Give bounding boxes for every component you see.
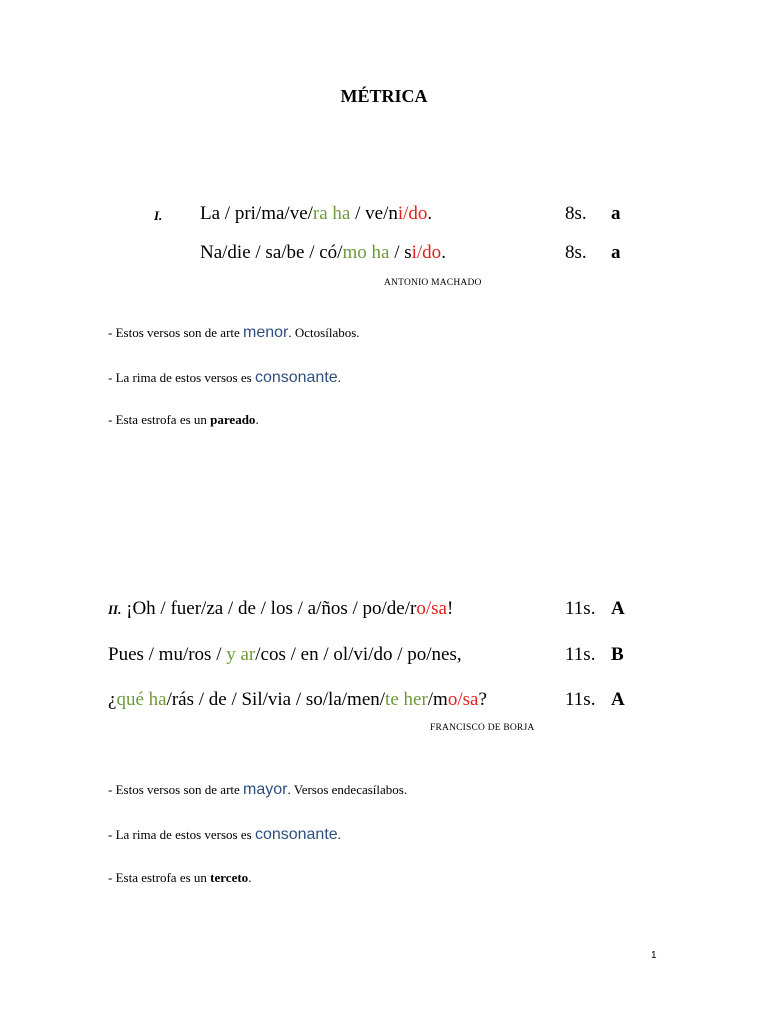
syllable-highlight: o/sa [416, 598, 447, 619]
section-1-numeral: I. [154, 208, 163, 223]
note-text: - Estos versos son de arte [108, 325, 244, 340]
syllable-highlight: i/do [397, 203, 428, 224]
note-text: . Versos endecasílabos. [287, 782, 408, 797]
note-highlight: consonante [254, 826, 338, 843]
note-highlight: mayor [243, 781, 288, 798]
author-credit: ANTONIO MACHADO [384, 278, 482, 288]
note-line [108, 781, 407, 799]
verse-text: /rás / de / Sil/via / so/la/men/ [166, 689, 386, 710]
rhyme-letter: B [611, 644, 624, 665]
verse-line [108, 689, 487, 711]
verse-text: ¡Oh / fuer/za / de / los / a/ños / po/de/r [121, 598, 417, 619]
note-text: . [337, 827, 341, 842]
syllable-count: 8s. [565, 242, 587, 263]
note-text: . [248, 870, 252, 885]
verse-text: / s [389, 242, 412, 263]
note-highlight: consonante [254, 369, 338, 386]
verse-text: ! [446, 598, 454, 619]
syllable-count: 11s. [565, 644, 596, 665]
verse-line [200, 203, 432, 225]
verse-text: . [441, 242, 446, 263]
rhyme-letter: a [611, 242, 621, 263]
note-text: . [337, 370, 341, 385]
note-bold: pareado [210, 412, 256, 427]
page-title: MÉTRICA [340, 86, 428, 106]
syllable-highlight: te her [385, 689, 428, 710]
verse-line [200, 242, 446, 264]
note-line [108, 324, 360, 342]
note-line [108, 826, 341, 844]
syllable-highlight: i/do [411, 242, 442, 263]
page-number: 1 [651, 950, 657, 961]
verse-line [108, 598, 453, 620]
note-bold: terceto [210, 870, 249, 885]
syllable-highlight: mo ha [342, 242, 390, 263]
verse-text: Pues / mu/ros / [108, 644, 227, 665]
verse-text: /cos / en / ol/vi/do / po/nes, [255, 644, 462, 665]
note-text: - Esta estrofa es un [108, 870, 211, 885]
note-line [108, 870, 251, 886]
verse-text: Na/die / sa/be / có/ [200, 242, 343, 263]
syllable-highlight: o/sa [447, 689, 479, 710]
note-text: . Octosílabos. [288, 325, 360, 340]
syllable-highlight: y ar [226, 644, 256, 665]
note-highlight: menor [243, 324, 289, 341]
verse-text: . [427, 203, 433, 224]
note-text: . [255, 412, 259, 427]
note-text: - Estos versos son de arte [108, 782, 244, 797]
note-text: - Esta estrofa es un [108, 412, 211, 427]
rhyme-letter: A [611, 598, 625, 619]
syllable-count: 8s. [565, 203, 587, 224]
note-text: - La rima de estos versos es [108, 370, 255, 385]
verse-text: La / pri/ma/ve/ [200, 203, 313, 224]
syllable-count: 11s. [565, 689, 596, 710]
rhyme-letter: A [611, 689, 625, 710]
verse-text: / ve/n [350, 203, 398, 224]
verse-text: ? [478, 689, 487, 710]
syllable-count: 11s. [565, 598, 596, 619]
note-text: - La rima de estos versos es [108, 827, 255, 842]
verse-text: ¿ [108, 689, 117, 710]
verse-line [108, 644, 462, 666]
note-line [108, 412, 259, 428]
verse-text: /m [427, 689, 448, 710]
rhyme-letter: a [611, 203, 621, 224]
section-2-numeral: II. [108, 602, 122, 617]
syllable-highlight: qué ha [116, 689, 167, 710]
note-line [108, 369, 341, 387]
syllable-highlight: ra ha [312, 203, 351, 224]
author-credit: FRANCISCO DE BORJA [430, 723, 535, 733]
